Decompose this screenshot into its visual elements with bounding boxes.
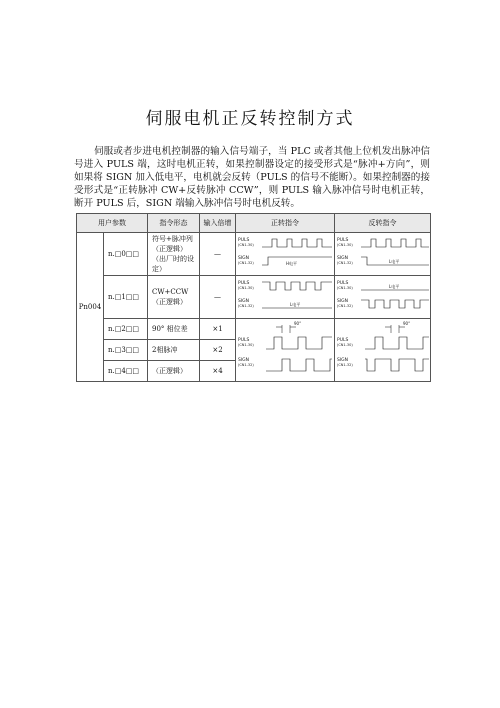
svg-text:SIGN: SIGN: [238, 358, 250, 363]
header-forward-command: 正转指令: [236, 214, 335, 233]
svg-text:(CN1-32): (CN1-32): [238, 261, 254, 265]
quadrature-reverse-diagram: [335, 319, 431, 379]
svg-text:L电平: L电平: [389, 259, 400, 264]
svg-text:90°: 90°: [403, 321, 411, 326]
svg-text:(CN1-30): (CN1-30): [337, 243, 353, 247]
input-multiplier: —: [200, 233, 236, 276]
svg-text:(CN1-32): (CN1-32): [337, 304, 353, 308]
svg-text:(CN1-32): (CN1-32): [238, 363, 254, 367]
command-mode-table: [76, 213, 431, 382]
table-header-row: [77, 214, 431, 233]
svg-text:SIGN: SIGN: [337, 358, 349, 363]
svg-text:L电平: L电平: [389, 284, 400, 289]
svg-text:(CN1-30): (CN1-30): [238, 286, 254, 290]
svg-text:(CN1-32): (CN1-32): [238, 304, 254, 308]
command-form: 2相脉冲: [148, 340, 200, 361]
table-row: [77, 233, 431, 276]
param-code: n.□1□□: [104, 276, 148, 319]
svg-text:SIGN: SIGN: [238, 299, 250, 304]
input-multiplier: ×1: [200, 319, 236, 340]
forward-waveform: [236, 233, 335, 276]
svg-text:SIGN: SIGN: [337, 256, 349, 261]
svg-text:PULS: PULS: [238, 238, 250, 243]
command-form: （正逻辑）: [148, 361, 200, 382]
reverse-waveform: [335, 319, 431, 382]
svg-text:PULS: PULS: [337, 281, 349, 286]
svg-text:SIGN: SIGN: [238, 256, 250, 261]
param-code: n.□2□□: [104, 319, 148, 340]
svg-text:PULS: PULS: [337, 338, 349, 343]
forward-waveform: [236, 276, 335, 319]
reverse-waveform: [335, 233, 431, 276]
svg-text:(CN1-32): (CN1-32): [337, 261, 353, 265]
header-user-param: 用户参数: [77, 214, 148, 233]
header-input-multiplier: 输入倍增: [200, 214, 236, 233]
body-paragraph: 伺服或者步进电机控制器的输入信号端子，当 PLC 或者其他上位机发出脉冲信号进入 PULS 端，这时电机正转，如果控制器设定的接受形式是“脉冲+方向”，则如果将 SIGN 加入低电平，电机就会反转（PULS 的信号不能断）。如果控制器的接受形式是“正转脉冲 CW+反转脉冲 CCW”，则 PULS 输入脉冲信号时电机正转，断开 PULS 后，SIGN 端输入脉冲信号时电机反转。: [74, 145, 430, 209]
svg-text:(CN1-30): (CN1-30): [337, 343, 353, 347]
command-form: 符号+脉冲列 （正逻辑） （出厂时的设定）: [148, 233, 200, 276]
svg-text:PULS: PULS: [238, 281, 250, 286]
forward-waveform: [236, 319, 335, 382]
param-code: n.□4□□: [104, 361, 148, 382]
svg-text:PULS: PULS: [238, 338, 250, 343]
input-multiplier: —: [200, 276, 236, 319]
svg-text:H电平: H电平: [286, 261, 298, 266]
table-row: [77, 276, 431, 319]
svg-text:(CN1-30): (CN1-30): [238, 343, 254, 347]
cw-ccw-reverse-diagram: [335, 276, 431, 316]
svg-text:(CN1-30): (CN1-30): [238, 243, 254, 247]
cw-ccw-forward-diagram: [236, 276, 335, 316]
svg-text:(CN1-30): (CN1-30): [337, 286, 353, 290]
param-code: n.□3□□: [104, 340, 148, 361]
pulse-sign-forward-diagram: [236, 233, 335, 273]
pulse-sign-reverse-diagram: [335, 233, 431, 273]
command-form: 90° 相位差: [148, 319, 200, 340]
header-command-form: 指令形态: [148, 214, 200, 233]
svg-text:(CN1-32): (CN1-32): [337, 363, 353, 367]
param-code: n.□0□□: [104, 233, 148, 276]
svg-text:PULS: PULS: [337, 238, 349, 243]
svg-text:SIGN: SIGN: [337, 299, 349, 304]
svg-text:90°: 90°: [294, 321, 302, 326]
page-title: 伺服电机正反转控制方式: [145, 109, 355, 129]
input-multiplier: ×4: [200, 361, 236, 382]
svg-text:L电平: L电平: [290, 302, 301, 307]
table-row: [77, 319, 431, 340]
reverse-waveform: [335, 276, 431, 319]
quadrature-forward-diagram: [236, 319, 335, 379]
command-form: CW+CCW （正逻辑）: [148, 276, 200, 319]
param-cell: Pn004: [77, 233, 104, 382]
header-reverse-command: 反转指令: [335, 214, 431, 233]
input-multiplier: ×2: [200, 340, 236, 361]
